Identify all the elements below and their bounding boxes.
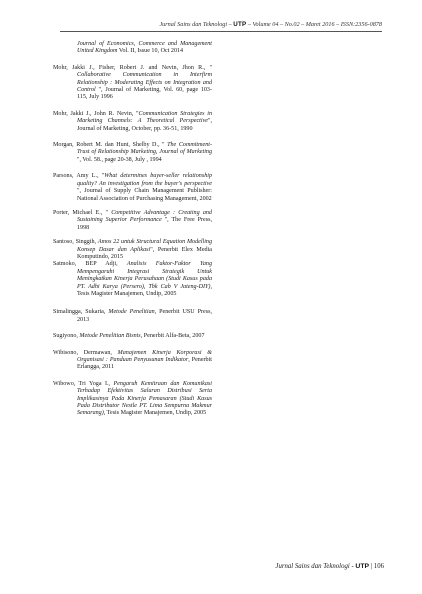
running-header: [60, 21, 382, 32]
reference-entry: [53, 239, 212, 261]
header-issue-info: – Volume 04 – No.02 – Maret 2016 – ISSN:2356-0878: [246, 21, 382, 28]
reference-authors: Simalingga, Sukaria,: [53, 309, 109, 316]
reference-details: Vol. II, Issue 10, Oct 2014: [117, 48, 184, 55]
reference-list: [53, 41, 212, 418]
reference-title: What determines buyer-seller relationship quality? An investigation from the buyer's perspective: [77, 173, 212, 187]
reference-entry: [53, 173, 212, 203]
reference-details: ", Journal of Marketing, October, pp. 36-51, 1990: [77, 118, 212, 132]
reference-title: Competitive Advantage : Creating and Sustaining Superior Performance: [77, 209, 212, 224]
reference-authors: Mohr, Jakki J., Fisher, Robert J. and Nevin, Jhon R., ": [53, 64, 212, 71]
reference-details: , Penerbit Alfa-Beta, 2007: [140, 333, 205, 340]
reference-authors: Parsons, Amy L., ": [53, 173, 105, 180]
reference-details: ", The Free Press, 1998: [77, 217, 212, 231]
reference-entry: [53, 333, 212, 340]
reference-entry: [53, 41, 212, 56]
header-journal-name: Jurnal Sains dan Teknologi –: [159, 21, 234, 28]
reference-authors: Wibowo, Tri Yoga I.,: [53, 380, 114, 387]
reference-title: Communication Strategies in Marketing Channels: A Theoretical Perspective: [77, 110, 213, 125]
reference-title: Metode Penelitian Bisnis: [79, 333, 141, 340]
reference-details: ", Journal of Supply Chain Management Publisher: National Association of Purchasing Management, 2002: [77, 188, 212, 202]
reference-authors: Morgan, Robert M. dan Hunt, Shelby D., ": [53, 142, 168, 149]
reference-entry: [53, 65, 212, 102]
reference-entry: [53, 350, 212, 372]
reference-entry: [53, 210, 212, 232]
reference-authors: Santoso, Singgih,: [53, 239, 98, 246]
utp-logo: UTP: [233, 21, 247, 28]
reference-details: ", Journal of Marketing, Vol. 60, page 103-115, July 1996: [77, 87, 212, 101]
reference-authors: Sugiyono,: [53, 333, 80, 340]
reference-authors: Satmoko, BEP Adji,: [53, 261, 127, 268]
footer-utp-logo: UTP: [355, 563, 370, 570]
reference-details: ", Vol. 58., page 20-38, July , 1994: [77, 156, 162, 163]
reference-title: Collaborative Communication in Interfirm Relationship : Moderating Effects on Integration and Control: [77, 72, 212, 94]
reference-entry: [53, 381, 212, 418]
reference-title: Analisis Faktor-Faktor Yang Mempengaruhi Integrasi Strategik Untuk Meningkatkan Kinerja Perusahaan (Studi Kasus pada PT. Adhi Karya (Persero), Tbk Cab V Jateng-DIY): [77, 261, 213, 290]
reference-title: Pengaruh Kemitraan dan Komunikasi Terhadap Efektivitas Saluran Distribusi Serta Implikasinya Pada Kinerja Pemasaran (Studi Kasus Pada Distributor Nestle PT. Lima Sempurna Makmur Semarang): [77, 380, 212, 417]
reference-entry: [53, 309, 212, 324]
reference-details: ", Penerbit Elex Media Komputindo, 2015: [77, 246, 212, 260]
reference-details: , Penerbit Erlangga, 2011: [77, 357, 212, 371]
page-number: 106: [373, 563, 384, 570]
reference-authors: Mohr, Jakki J., John R. Nevin, ": [53, 110, 139, 117]
reference-authors: Porter, Michael E., ": [53, 209, 112, 216]
reference-authors: Wibisono, Dermawan,: [53, 349, 118, 356]
reference-details: , Tesis Magister Manajemen, Undip, 2005: [103, 410, 207, 417]
reference-entry: [53, 261, 212, 298]
reference-entry: [53, 142, 212, 164]
footer-journal-name: Jurnal Sains dan Teknologi -: [275, 563, 356, 570]
reference-details: , Tesis Magister Manajemen, Undip, 2005: [77, 283, 212, 297]
reference-title: The Commitment-Trust of Relationship Marketing, Journal of Marketing: [77, 142, 213, 156]
footer-separator: |: [369, 563, 374, 570]
reference-entry: [53, 111, 212, 133]
reference-details: , Penerbit USU Press, 2013: [77, 309, 213, 323]
reference-title: Amos 22 untuk Structural Equation Modelling Konsep Dasar dan Aplikasi: [77, 239, 212, 253]
reference-title: Manajemen Kinerja Korporasi & Organisasi : Panduan Penyusunan Indikator: [77, 349, 213, 363]
reference-title: Metode Penelitian: [108, 309, 155, 316]
reference-title: Journal of Economics, Commerce and Management United Kingdom: [77, 41, 212, 55]
page-footer: [275, 563, 384, 570]
